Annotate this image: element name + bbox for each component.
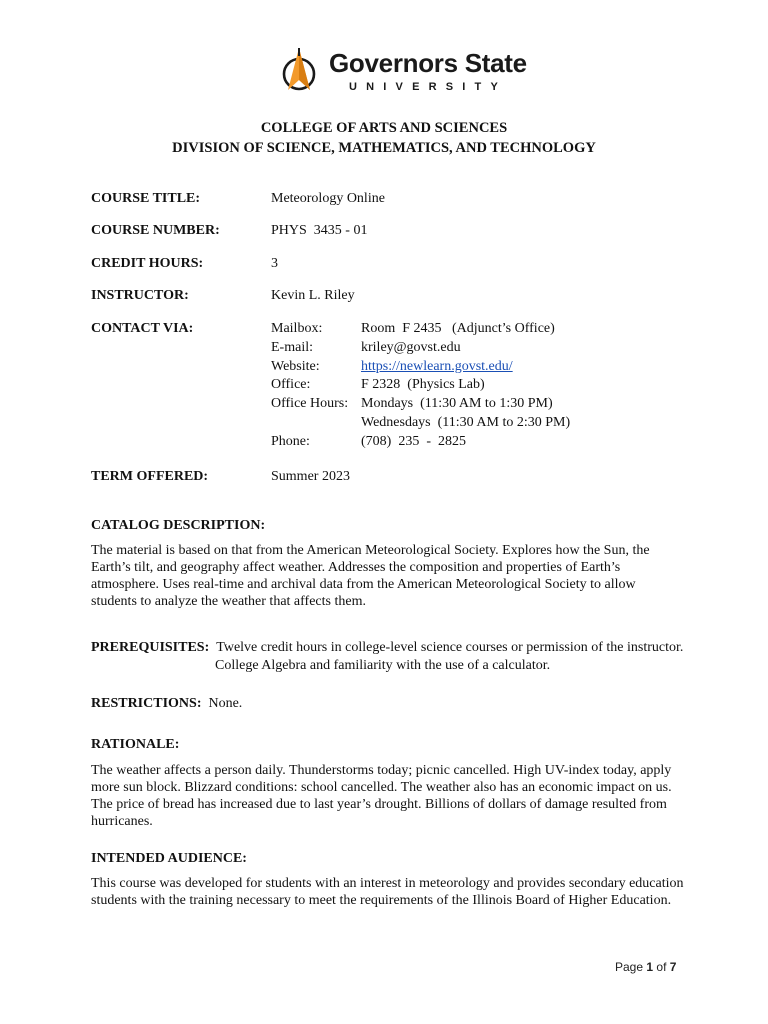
office-hours-monday: Mondays (11:30 AM to 1:30 PM) [361, 396, 553, 412]
rationale-line: The weather affects a person daily. Thunderstorms today; picnic cancelled. High UV-index today, apply [91, 763, 672, 778]
website-label: Website: [271, 358, 320, 374]
audience-heading: INTENDED AUDIENCE: [91, 851, 247, 866]
office-value: F 2328 (Physics Lab) [361, 377, 485, 393]
rationale-line: hurricanes. [91, 814, 153, 829]
restrictions-block [91, 696, 242, 712]
instructor-value: Kevin L. Riley [271, 288, 355, 303]
catalog-line: atmosphere. Uses real-time and archival data from the American Meteorological Society to allow [91, 577, 636, 592]
course-number-label: COURSE NUMBER: [91, 223, 220, 238]
page-number [615, 960, 676, 974]
catalog-heading: CATALOG DESCRIPTION: [91, 518, 266, 533]
logo-mark-icon [277, 44, 325, 98]
credit-hours-label: CREDIT HOURS: [91, 256, 204, 271]
catalog-line: Earth’s tilt, and geography affect weather. Addresses the composition and properties of Earth’s [91, 560, 621, 575]
catalog-line: students to analyze the weather that affects them. [91, 594, 366, 609]
course-title-value: Meteorology Online [271, 191, 385, 206]
office-hours-wednesday: Wednesdays (11:30 AM to 2:30 PM) [361, 414, 571, 430]
rationale-line: more sun block. Blizzard conditions: school cancelled. The weather also has an economic impact on us. [91, 780, 672, 795]
division-heading: DIVISION OF SCIENCE, MATHEMATICS, AND TECHNOLOGY [172, 140, 596, 156]
rationale-line: The price of bread has increased due to last year’s drought. Billions of dollars of damage resulted from [91, 797, 667, 812]
of-word: of [656, 960, 667, 974]
prerequisites-line-1: Twelve credit hours in college-level science courses or permission of the instructor. [216, 640, 684, 655]
email-label: E-mail: [271, 339, 313, 355]
phone-value: (708) 235 - 2825 [361, 433, 466, 449]
course-number-value: PHYS 3435 - 01 [271, 223, 368, 238]
office-label: Office: [271, 377, 311, 393]
logo-name: Governors State [329, 48, 527, 78]
course-title-label: COURSE TITLE: [91, 191, 201, 206]
audience-line: students with the training necessary to meet the requirements of the Illinois Board of Higher Education. [91, 893, 672, 908]
restrictions-label: RESTRICTIONS: [91, 696, 202, 711]
phone-label: Phone: [271, 433, 310, 449]
contact-label: CONTACT VIA: [91, 321, 194, 336]
audience-paragraph [91, 875, 691, 909]
website-link[interactable]: https://newlearn.govst.edu/ [361, 358, 513, 374]
email-value[interactable]: kriley@govst.edu [361, 339, 461, 355]
logo-university: UNIVERSITY [349, 81, 508, 93]
page-total: 7 [669, 960, 677, 974]
page-word: Page [615, 960, 644, 974]
prerequisites-line-2: College Algebra and familiarity with the use of a calculator. [215, 657, 551, 673]
credit-hours-value: 3 [271, 256, 278, 271]
page-current: 1 [646, 960, 654, 974]
mailbox-label: Mailbox: [271, 321, 323, 336]
term-label: TERM OFFERED: [91, 469, 209, 484]
mailbox-value: Room F 2435 (Adjunct’s Office) [361, 321, 555, 336]
prerequisites-block [91, 639, 683, 674]
audience-line: This course was developed for students with an interest in meteorology and provides secondary education [91, 876, 684, 891]
term-value: Summer 2023 [271, 469, 350, 484]
rationale-paragraph [91, 762, 691, 830]
prerequisites-label: PREREQUISITES: [91, 640, 210, 655]
instructor-label: INSTRUCTOR: [91, 288, 189, 303]
restrictions-value: None. [208, 696, 243, 711]
catalog-paragraph [91, 542, 691, 610]
catalog-line: The material is based on that from the American Meteorological Society. Explores how the Sun, the [91, 543, 650, 558]
rationale-heading: RATIONALE: [91, 737, 180, 752]
office-hours-label: Office Hours: [271, 396, 349, 412]
college-heading: COLLEGE OF ARTS AND SCIENCES [260, 120, 508, 136]
university-logo [277, 44, 527, 100]
